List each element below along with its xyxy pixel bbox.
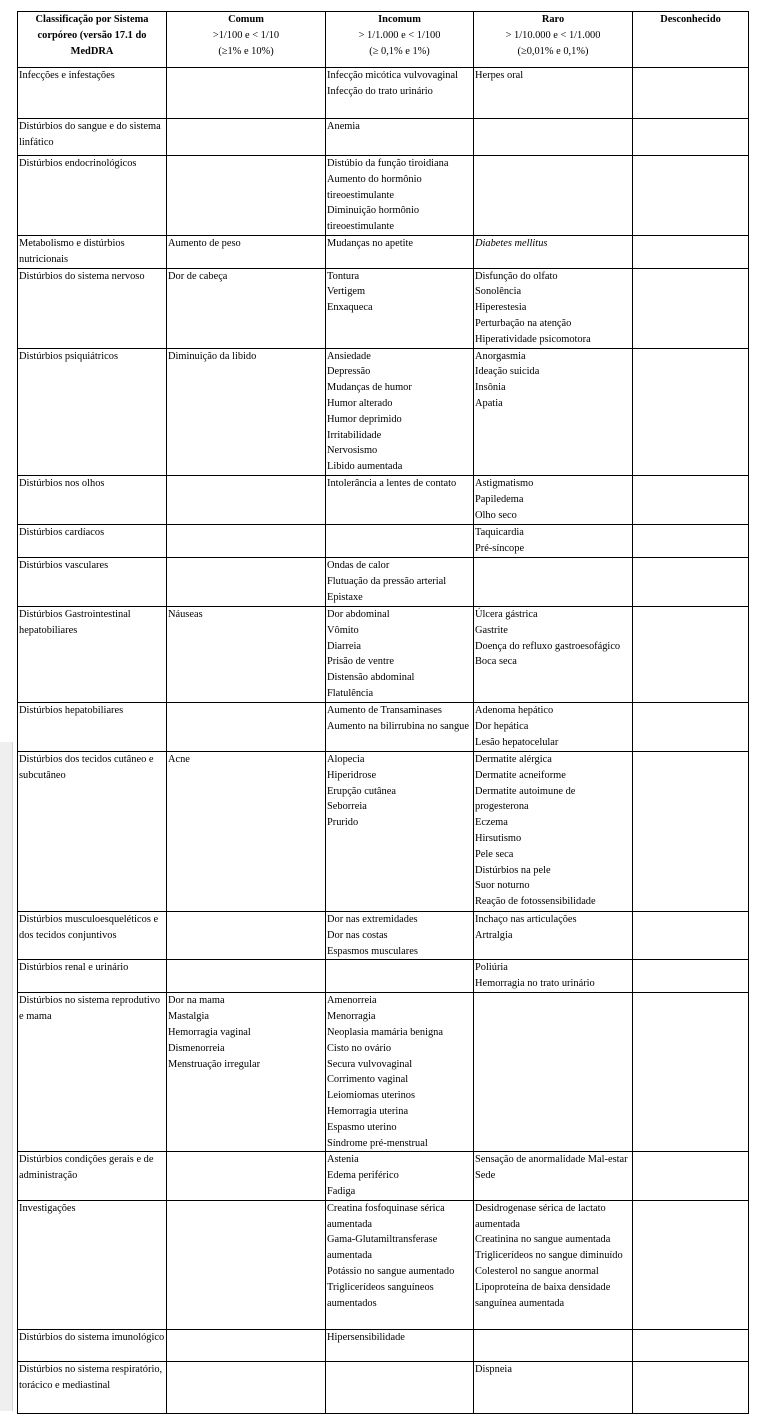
reaction-item: Diminuição da libido: [168, 350, 257, 362]
incomum-cell: [326, 524, 474, 557]
reaction-item: Dor de cabeça: [168, 270, 228, 282]
comum-cell: [167, 68, 326, 119]
desconhecido-cell: [633, 348, 749, 475]
reaction-item: Distúrbios na pele: [475, 864, 551, 876]
table-row: [18, 524, 749, 557]
reaction-item: Apatia: [475, 397, 503, 409]
table-row: [18, 1200, 749, 1329]
reaction-item: Fadiga: [327, 1185, 356, 1197]
reaction-item: Hemorragia no trato urinário: [475, 978, 595, 990]
soc-cell: [18, 524, 167, 557]
table-row: [18, 606, 749, 702]
soc-label: Distúrbios vasculares: [19, 559, 109, 571]
table-row: [18, 1152, 749, 1200]
incomum-cell: [326, 1329, 474, 1361]
reaction-item: Irritabilidade: [327, 429, 382, 441]
incomum-cell: [326, 119, 474, 156]
reaction-item: Astigmatismo: [475, 477, 534, 489]
table-row: [18, 475, 749, 524]
reaction-item: Leiomiomas uterinos: [327, 1090, 416, 1102]
reaction-item: Reação de fotossensibilidade: [475, 896, 596, 908]
soc-cell: [18, 348, 167, 475]
reaction-item: Espasmo uterino: [327, 1121, 397, 1133]
reaction-item: Prisão de ventre: [327, 656, 394, 668]
soc-label: Distúrbios no sistema reprodutivo e mama: [19, 995, 161, 1023]
reaction-item: Amenorreia: [327, 995, 377, 1007]
desconhecido-cell: [633, 1329, 749, 1361]
raro-cell: [474, 1152, 633, 1200]
reaction-item: Hiperestesia: [475, 302, 527, 314]
comum-cell: [167, 475, 326, 524]
soc-cell: [18, 751, 167, 911]
reaction-item: Diarreia: [327, 640, 362, 652]
reaction-item: Humor alterado: [327, 397, 393, 409]
desconhecido-cell: [633, 993, 749, 1152]
table-row: [18, 1329, 749, 1361]
reaction-item: Edema periférico: [327, 1170, 399, 1182]
raro-cell: [474, 156, 633, 236]
reaction-item: Menstruação irregular: [168, 1058, 261, 1070]
comum-cell: [167, 1152, 326, 1200]
comum-cell: [167, 156, 326, 236]
incomum-cell: [326, 475, 474, 524]
header-desconhecido: [633, 12, 749, 68]
reaction-item: Gama-Glutamiltransferase aumentada: [327, 1234, 438, 1262]
reaction-item: Corrimento vaginal: [327, 1074, 409, 1086]
header-soc: [18, 12, 167, 68]
desconhecido-cell: [633, 156, 749, 236]
reaction-item: Eczema: [475, 817, 508, 829]
header-comum-title: Comum: [228, 14, 264, 25]
reaction-item: Poliúria: [475, 962, 508, 974]
comum-cell: [167, 236, 326, 269]
desconhecido-cell: [633, 524, 749, 557]
incomum-cell: [326, 1200, 474, 1329]
reaction-item: Triglicerídeos no sangue diminuído: [475, 1250, 623, 1262]
incomum-cell: [326, 268, 474, 348]
incomum-cell: [326, 1152, 474, 1200]
reaction-item: Lipoproteína de baixa densidade sanguínea aumentada: [475, 1281, 611, 1309]
desconhecido-cell: [633, 68, 749, 119]
reaction-item: Dor abdominal: [327, 608, 390, 620]
header-incomum-title: Incomum: [378, 14, 421, 25]
soc-cell: [18, 475, 167, 524]
reaction-item: Mastalgia: [168, 1011, 209, 1023]
soc-cell: [18, 960, 167, 993]
reaction-item: Síndrome pré-menstrual: [327, 1137, 428, 1149]
reaction-item: Mudanças no apetite: [327, 238, 413, 249]
reaction-item: Inchaço nas articulações: [475, 913, 577, 925]
reaction-item: Artralgia: [475, 929, 513, 941]
reaction-item: Dermatite acneiforme: [475, 769, 566, 781]
reaction-item: Aumento de Transaminases: [327, 704, 442, 716]
reaction-item: Dermatite autoimune de progesterona: [475, 785, 576, 813]
reaction-item: Neoplasia mamária benigna: [327, 1026, 443, 1038]
incomum-cell: [326, 68, 474, 119]
table-row: [18, 119, 749, 156]
header-desconhecido-title: Desconhecido: [660, 14, 721, 25]
reaction-item: Erupção cutânea: [327, 785, 396, 797]
table-row: [18, 156, 749, 236]
comum-cell: [167, 606, 326, 702]
comum-cell: [167, 119, 326, 156]
desconhecido-cell: [633, 119, 749, 156]
soc-label: Distúrbios condições gerais e de administração: [19, 1154, 154, 1182]
desconhecido-cell: [633, 751, 749, 911]
soc-label: Distúrbios endocrinológicos: [19, 158, 137, 169]
soc-label: Infecções e infestações: [19, 70, 115, 81]
table-row: [18, 1361, 749, 1413]
reaction-item: Creatina fosfoquinase sérica aumentada: [327, 1202, 445, 1230]
desconhecido-cell: [633, 1361, 749, 1413]
soc-label: Metabolismo e distúrbios nutricionais: [19, 238, 125, 265]
reaction-item: Diabetes mellitus: [475, 238, 548, 249]
reaction-item: Hemorragia uterina: [327, 1105, 409, 1117]
reaction-item: Flutuação da pressão arterial: [327, 575, 447, 587]
table-body: [18, 68, 749, 1414]
header-soc-label: Classificação por Sistema corpóreo (versão 17.1 do MedDRA: [35, 14, 149, 57]
header-incomum-percent: (≥ 0,1% e 1%): [369, 45, 430, 57]
reaction-item: Sensação de anormalidade Mal-estar: [475, 1154, 628, 1166]
desconhecido-cell: [633, 236, 749, 269]
comum-cell: [167, 993, 326, 1152]
reaction-item: Hiperidrose: [327, 769, 377, 781]
reaction-item: Dor nas costas: [327, 929, 388, 941]
soc-cell: [18, 119, 167, 156]
soc-cell: [18, 911, 167, 959]
reaction-item: Desidrogenase sérica de lactato aumentada: [475, 1202, 606, 1230]
reaction-item: Nervosismo: [327, 445, 378, 457]
reaction-item: Insônia: [475, 382, 506, 394]
reaction-item: Creatinina no sangue aumentada: [475, 1234, 611, 1246]
incomum-cell: [326, 606, 474, 702]
reaction-item: Boca seca: [475, 656, 517, 668]
incomum-cell: [326, 960, 474, 993]
header-incomum-range: > 1/1.000 e < 1/100: [358, 29, 441, 41]
reaction-item: Adenoma hepático: [475, 704, 554, 716]
reaction-item: Dor na mama: [168, 995, 225, 1007]
soc-cell: [18, 606, 167, 702]
reaction-item: Herpes oral: [475, 70, 524, 81]
reaction-item: Olho seco: [475, 509, 517, 521]
comum-cell: [167, 557, 326, 606]
header-comum: [167, 12, 326, 68]
incomum-cell: [326, 751, 474, 911]
reaction-item: Depressão: [327, 366, 371, 378]
reaction-item: Gastrite: [475, 624, 508, 636]
header-raro: [474, 12, 633, 68]
table-row: [18, 268, 749, 348]
reaction-item: Ansiedade: [327, 350, 371, 362]
reaction-item: Dor hepática: [475, 720, 529, 732]
table-row: [18, 236, 749, 269]
adverse-reactions-table: [17, 11, 749, 1414]
reaction-item: Perturbação na atenção: [475, 317, 572, 329]
reaction-item: Aumento na bilirrubina no sangue: [327, 720, 469, 732]
table-row: [18, 557, 749, 606]
reaction-item: Sede: [475, 1170, 496, 1182]
reaction-item: Anemia: [327, 121, 360, 132]
reaction-item: Taquicardia: [475, 526, 524, 538]
raro-cell: [474, 268, 633, 348]
reaction-item: Suor noturno: [475, 880, 530, 892]
incomum-cell: [326, 348, 474, 475]
soc-cell: [18, 1152, 167, 1200]
raro-cell: [474, 911, 633, 959]
soc-cell: [18, 68, 167, 119]
table-row: [18, 751, 749, 911]
desconhecido-cell: [633, 702, 749, 751]
reaction-item: Dismenorreia: [168, 1042, 225, 1054]
raro-cell: [474, 1200, 633, 1329]
incomum-cell: [326, 557, 474, 606]
raro-cell: [474, 524, 633, 557]
reaction-item: Hipersensibilidade: [327, 1331, 405, 1343]
table-row: [18, 993, 749, 1152]
comum-cell: [167, 702, 326, 751]
comum-cell: [167, 960, 326, 993]
comum-cell: [167, 1200, 326, 1329]
viewer-left-gutter: [0, 742, 13, 1411]
reaction-item: Pele seca: [475, 848, 514, 860]
desconhecido-cell: [633, 606, 749, 702]
reaction-item: Espasmos musculares: [327, 945, 418, 957]
header-raro-range: > 1/10.000 e < 1/1.000: [505, 29, 601, 41]
raro-cell: [474, 606, 633, 702]
soc-cell: [18, 993, 167, 1152]
soc-cell: [18, 557, 167, 606]
reaction-item: Triglicerídeos sanguíneos aumentados: [327, 1281, 434, 1309]
raro-cell: [474, 1329, 633, 1361]
reaction-item: Anorgasmia: [475, 350, 526, 362]
header-raro-title: Raro: [541, 14, 565, 25]
soc-label: Distúrbios do sistema imunológico: [19, 1331, 165, 1343]
soc-label: Distúrbios dos tecidos cutâneo e subcutâneo: [19, 753, 154, 781]
soc-label: Distúrbios renal e urinário: [19, 962, 129, 974]
desconhecido-cell: [633, 475, 749, 524]
reaction-item: Hiperatividade psicomotora: [475, 333, 591, 345]
soc-label: Distúrbios psiquiátricos: [19, 350, 118, 362]
soc-cell: [18, 1200, 167, 1329]
reaction-item: Prurido: [327, 817, 359, 829]
reaction-item: Hemorragia vaginal: [168, 1026, 251, 1038]
table-row: [18, 911, 749, 959]
reaction-item: Astenia: [327, 1154, 359, 1166]
header-comum-range: >1/100 e < 1/10: [212, 29, 280, 41]
reaction-item: Distensão abdominal: [327, 672, 415, 684]
reaction-item: Alopecia: [327, 753, 365, 765]
reaction-item: Humor deprimido: [327, 413, 402, 425]
reaction-item: Acne: [168, 753, 190, 765]
raro-cell: [474, 475, 633, 524]
reaction-item: Flatulência: [327, 687, 374, 699]
reaction-item: Tontura: [327, 270, 360, 282]
reaction-item: Papiledema: [475, 493, 524, 505]
comum-cell: [167, 1329, 326, 1361]
reaction-item: Infecção do trato urinário: [327, 85, 433, 97]
reaction-item: Ideação suicida: [475, 366, 540, 378]
reaction-item: Doença do refluxo gastroesofágico: [475, 640, 621, 652]
reaction-item: Mudanças de humor: [327, 382, 412, 394]
soc-label: Distúrbios hepatobiliares: [19, 704, 124, 716]
reaction-item: Dermatite alérgica: [475, 753, 552, 765]
soc-label: Distúrbios nos olhos: [19, 477, 105, 489]
desconhecido-cell: [633, 911, 749, 959]
raro-cell: [474, 1361, 633, 1413]
desconhecido-cell: [633, 1200, 749, 1329]
soc-label: Distúrbios Gastrointestinal hepatobiliares: [19, 608, 131, 636]
desconhecido-cell: [633, 1152, 749, 1200]
reaction-item: Libido aumentada: [327, 461, 403, 473]
table-row: [18, 68, 749, 119]
reaction-item: Dispneia: [475, 1363, 512, 1375]
soc-label: Distúrbios musculoesqueléticos e dos tecidos conjuntivos: [19, 913, 159, 941]
reaction-item: Cisto no ovário: [327, 1042, 392, 1054]
soc-label: Distúrbios no sistema respiratório, torácico e mediastinal: [19, 1363, 163, 1391]
raro-cell: [474, 993, 633, 1152]
incomum-cell: [326, 236, 474, 269]
incomum-cell: [326, 911, 474, 959]
comum-cell: [167, 524, 326, 557]
soc-cell: [18, 1329, 167, 1361]
reaction-item: Diminuição hormônio tireoestimulante: [327, 205, 420, 233]
soc-label: Distúrbios do sangue e do sistema linfático: [19, 121, 161, 148]
comum-cell: [167, 911, 326, 959]
soc-cell: [18, 1361, 167, 1413]
raro-cell: [474, 348, 633, 475]
raro-cell: [474, 557, 633, 606]
raro-cell: [474, 68, 633, 119]
soc-label: Investigações: [19, 1202, 76, 1214]
reaction-item: Sonolência: [475, 286, 522, 298]
reaction-item: Ondas de calor: [327, 559, 390, 571]
reaction-item: Úlcera gástrica: [475, 608, 538, 620]
reaction-item: Hirsutismo: [475, 832, 522, 844]
table-row: [18, 960, 749, 993]
comum-cell: [167, 348, 326, 475]
raro-cell: [474, 960, 633, 993]
incomum-cell: [326, 156, 474, 236]
reaction-item: Potássio no sangue aumentado: [327, 1265, 455, 1277]
header-incomum: [326, 12, 474, 68]
reaction-item: Menorragia: [327, 1011, 376, 1023]
soc-cell: [18, 156, 167, 236]
desconhecido-cell: [633, 960, 749, 993]
header-raro-percent: (≥0,01% e 0,1%): [517, 45, 589, 57]
soc-label: Distúrbios do sistema nervoso: [19, 270, 145, 282]
table-row: [18, 702, 749, 751]
reaction-item: Secura vulvovaginal: [327, 1058, 413, 1070]
soc-cell: [18, 236, 167, 269]
header-row: [18, 12, 749, 68]
reaction-item: Dor nas extremidades: [327, 913, 418, 925]
reaction-item: Pré-síncope: [475, 542, 525, 554]
incomum-cell: [326, 702, 474, 751]
reaction-item: Aumento do hormônio tireoestimulante: [327, 173, 422, 201]
comum-cell: [167, 1361, 326, 1413]
reaction-item: Lesão hepatocelular: [475, 736, 559, 748]
reaction-item: Seborreia: [327, 801, 367, 813]
raro-cell: [474, 702, 633, 751]
raro-cell: [474, 236, 633, 269]
soc-cell: [18, 268, 167, 348]
reaction-item: Epistaxe: [327, 591, 363, 603]
reaction-item: Náuseas: [168, 608, 203, 620]
raro-cell: [474, 751, 633, 911]
header-comum-percent: (≥1% e 10%): [218, 45, 274, 57]
reaction-item: Colesterol no sangue anormal: [475, 1265, 599, 1277]
reaction-item: Intolerância a lentes de contato: [327, 477, 457, 489]
table-row: [18, 348, 749, 475]
reaction-item: Enxaqueca: [327, 302, 373, 314]
reaction-item: Distúbio da função tiroidiana: [327, 158, 449, 169]
reaction-item: Infecção micótica vulvovaginal: [327, 70, 458, 81]
incomum-cell: [326, 1361, 474, 1413]
desconhecido-cell: [633, 557, 749, 606]
reaction-item: Vômito: [327, 624, 359, 636]
desconhecido-cell: [633, 268, 749, 348]
reaction-item: Vertigem: [327, 286, 366, 298]
soc-cell: [18, 702, 167, 751]
comum-cell: [167, 268, 326, 348]
reaction-item: Disfunção do olfato: [475, 270, 558, 282]
raro-cell: [474, 119, 633, 156]
soc-label: Distúrbios cardíacos: [19, 526, 105, 538]
reaction-item: Aumento de peso: [168, 238, 241, 249]
incomum-cell: [326, 993, 474, 1152]
comum-cell: [167, 751, 326, 911]
